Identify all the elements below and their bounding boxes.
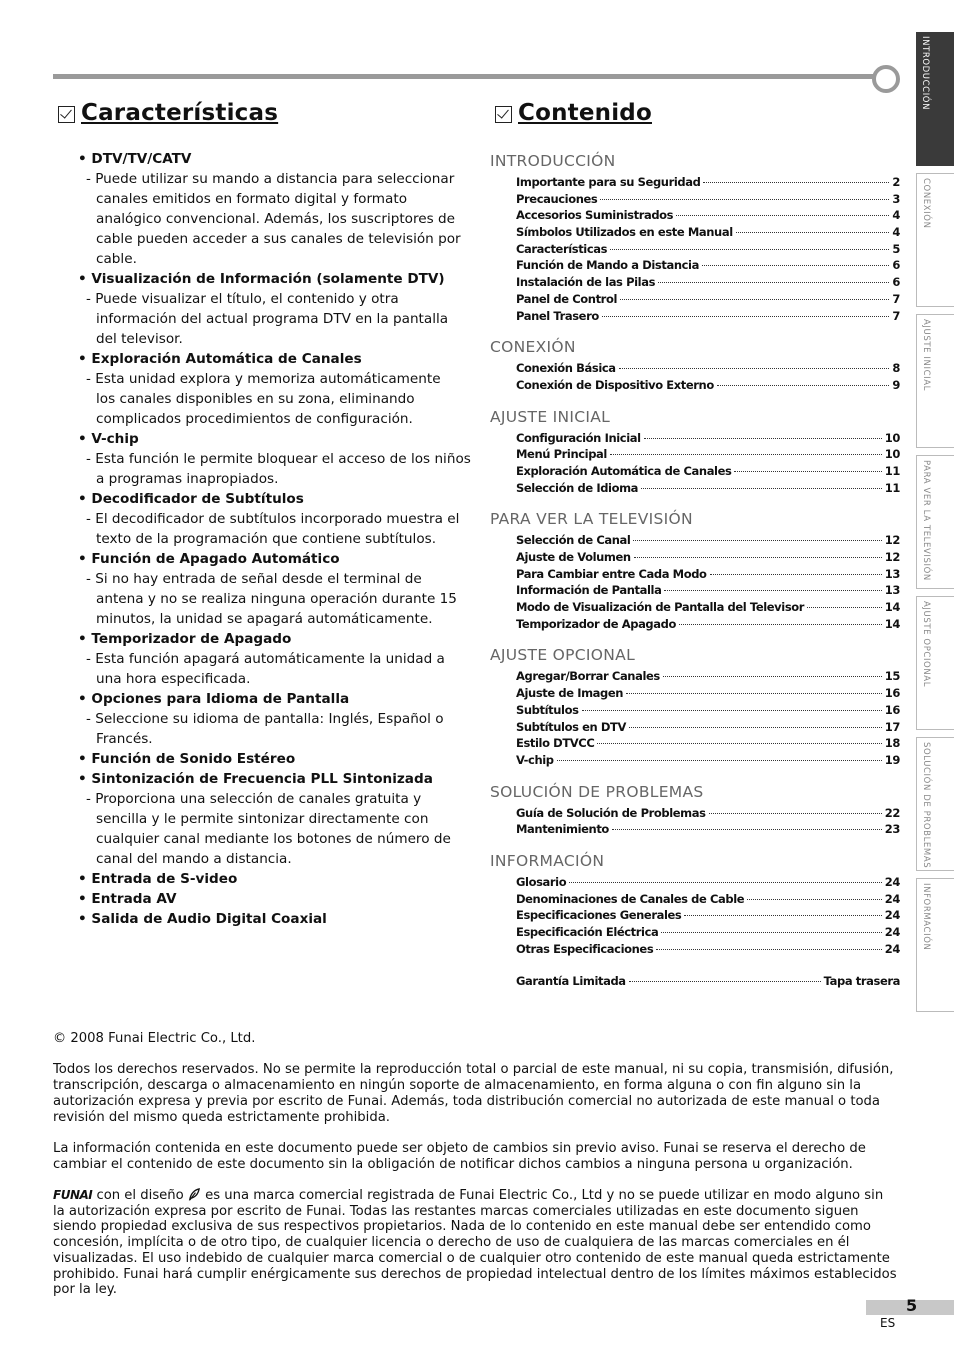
rights-paragraph: Todos los derechos reservados. No se permite la reproducción total o parcial de este manual, ni su copia, transmisión, difusión, transcripción, descarga o almacenamiento en ningún soporte de almacenamiento, en forma alguna o con fin alguno sin la autorización expresa y previa por escrito de Funai. Además, toda distribución comercial no autorizada de este manual o toda revisión del mismo queda estrictamente prohibida. [53,1062,894,1125]
toc-entry[interactable] [490,549,900,566]
toc-entry[interactable] [490,430,900,447]
toc-entry[interactable] [490,308,900,325]
toc-entry-title: Panel de Control [516,291,617,306]
toc-entry-title: Función de Mando a Distancia [516,258,699,273]
toc-leader-dots [610,454,882,455]
contents-heading [495,100,652,126]
toc-entry-title: Especificaciones Generales [516,908,682,923]
toc-leader-dots [612,829,882,830]
toc-leader-dots [734,471,881,472]
side-tab-label: PARA VER LA TELEVISIÓN [921,460,931,581]
toc-entry-page: 23 [884,822,900,837]
toc-entry-title: Especificación Eléctrica [516,925,659,939]
toc-entry-page: 2 [892,175,900,189]
toc-entry-title: Símbolos Utilizados en este Manual [516,225,733,240]
toc-leader-dots [626,693,882,694]
toc-leader-dots [557,760,882,761]
toc-leader-dots [703,182,889,183]
toc-entry-page: 11 [884,463,900,478]
side-tab[interactable] [916,314,954,448]
toc-section-heading: AJUSTE INICIAL [490,407,611,426]
toc-entry[interactable] [490,480,900,497]
toc-section-heading: AJUSTE OPCIONAL [490,646,636,665]
toc-entry-page: 24 [884,925,900,939]
toc-entry-title: Características [516,241,608,256]
side-tab-label: CONEXIÓN [921,178,931,229]
toc-entry-title: Guía de Solución de Problemas [516,805,706,820]
toc-entry-page: 19 [884,752,900,767]
toc-leader-dots [807,607,882,608]
toc-entry-title: Mantenimiento [516,822,609,837]
feature-description: - Puede utilizar su mando a distancia para seleccionar [86,171,455,187]
toc-warranty-entry[interactable] [490,973,900,990]
toc-leader-dots [679,624,882,625]
toc-entry-title: Conexión de Dispositivo Externo [516,377,714,392]
feature-description: - Esta función apagará automáticamente la unidad a [86,651,445,667]
funai-logo: FUNAI [53,1187,93,1202]
toc-entry[interactable] [490,377,900,394]
toc-leader-dots [644,438,882,439]
toc-entry-page: 4 [892,225,900,240]
feature-description: texto de la programación que contiene subtítulos. [96,531,437,547]
feature-description: minutos, la unidad se apagará automáticamente. [96,611,433,627]
toc-section-heading: CONEXIÓN [490,338,576,357]
feature-description: canales emitidos en formato digital y formato [96,191,408,207]
toc-entry[interactable] [490,891,900,908]
feature-heading: • V-chip [78,431,139,447]
side-tab-label: INTRODUCCIÓN [920,36,930,111]
toc-entry-title: Glosario [516,874,567,889]
feature-description: cable. [96,251,137,267]
table-of-contents [490,150,900,990]
toc-leader-dots [620,299,889,300]
toc-entry[interactable] [490,174,900,191]
feature-heading: • Visualización de Información (solamente DTV) [78,271,445,287]
feature-description: - Esta unidad explora y memoriza automáticamente [86,371,441,387]
toc-leader-dots [633,540,881,541]
side-tab[interactable] [916,878,954,1012]
feature-heading: • DTV/TV/CATV [78,151,192,167]
feature-description: complicados procedimientos de configuración. [96,411,413,427]
toc-entry-title: Subtítulos [516,702,579,717]
toc-leader-dots [619,368,890,369]
legal-notice [53,1031,898,1314]
language-code: ES [880,1316,896,1330]
toc-entry-page: 6 [892,258,900,273]
toc-section-heading: INTRODUCCIÓN [490,152,616,170]
toc-entry-page: 5 [892,241,900,256]
toc-entry-page: 8 [892,361,900,376]
feature-description: información del actual programa DTV en la pantalla [96,311,449,327]
toc-entry-page: 11 [884,480,900,495]
side-tab[interactable] [916,737,954,871]
toc-entry[interactable] [490,924,900,941]
toc-entry[interactable] [490,616,900,633]
toc-entry-page: 9 [892,377,900,392]
feature-heading: • Salida de Audio Digital Coaxial [78,911,327,927]
toc-entry[interactable] [490,241,900,258]
checkbox-icon [495,106,512,123]
toc-entry-page: Tapa trasera [823,974,900,989]
feature-heading: • Entrada de S-video [78,871,238,887]
toc-entry-page: 10 [884,430,900,445]
toc-leader-dots [709,813,882,814]
toc-entry-title: Modo de Visualización de Pantalla del Televisor [516,600,805,615]
side-tab-label: AJUSTE INICIAL [921,319,931,391]
toc-leader-dots [569,882,882,883]
toc-entry-page: 7 [892,308,900,323]
toc-entry-title: Panel Trasero [516,308,599,323]
toc-entry-page: 4 [892,208,900,223]
features-heading [58,100,278,126]
feature-description: antena y no se realiza ninguna operación durante 15 [96,591,457,607]
feature-description: - Si no hay entrada de señal desde el terminal de [86,571,422,587]
toc-entry[interactable] [490,941,900,958]
feature-heading: • Función de Sonido Estéreo [78,751,296,767]
toc-entry-title: Garantía Limitada [516,974,626,989]
copyright-text: © 2008 Funai Electric Co., Ltd. [53,1031,256,1046]
toc-leader-dots [661,932,881,933]
toc-entry-title: Ajuste de Imagen [516,686,624,701]
toc-leader-dots [600,199,889,200]
toc-entry-page: 3 [892,191,900,206]
toc-entry-title: Exploración Automática de Canales [516,463,732,478]
feature-heading: • Entrada AV [78,891,177,907]
toc-entry[interactable] [490,291,900,308]
toc-entry[interactable] [490,582,900,599]
feature-description: una hora especificada. [96,671,251,687]
feature-heading: • Sintonización de Frecuencia PLL Sintonizada [78,771,433,787]
toc-entry-title: Instalación de las Pilas [516,275,656,290]
toc-entry-title: Subtítulos en DTV [516,719,626,734]
toc-entry-page: 14 [884,600,900,615]
side-tab[interactable] [916,596,954,730]
toc-entry[interactable] [490,752,900,769]
toc-entry[interactable] [490,463,900,480]
checkbox-icon [58,106,75,123]
feature-description: del televisor. [96,331,183,347]
toc-entry[interactable] [490,274,900,291]
toc-section-heading: PARA VER LA TELEVISIÓN [490,510,693,529]
feature-description: - Puede visualizar el título, el contenido y otra [86,291,399,307]
toc-entry-page: 7 [892,291,900,306]
toc-leader-dots [582,710,882,711]
feature-description: sencilla y le permite sintonizar directamente con [96,811,429,827]
toc-entry-title: Para Cambiar entre Cada Modo [516,566,707,581]
toc-entry-page: 18 [884,736,900,751]
toc-entry[interactable] [490,874,900,891]
toc-entry-title: Configuración Inicial [516,430,641,445]
toc-entry-page: 24 [884,874,900,889]
toc-entry[interactable] [490,668,900,685]
toc-entry[interactable] [490,702,900,719]
toc-leader-dots [747,899,882,900]
toc-leader-dots [710,574,882,575]
toc-entry[interactable] [490,360,900,377]
toc-entry-title: Importante para su Seguridad [516,175,701,189]
feature-description: - Seleccione su idioma de pantalla: Inglés, Español o [86,711,444,727]
feature-description: - Proporciona una selección de canales gratuita y [86,791,422,807]
toc-entry-page: 13 [884,566,900,581]
toc-entry[interactable] [490,599,900,616]
toc-entry-page: 16 [884,702,900,717]
toc-entry-title: Denominaciones de Canales de Cable [516,891,745,906]
toc-entry-title: Estilo DTVCC [516,736,595,751]
trademark-paragraph [53,1188,898,1298]
side-tab[interactable] [916,455,954,589]
feature-heading: • Exploración Automática de Canales [78,351,362,367]
toc-leader-dots [634,557,882,558]
toc-entry[interactable] [490,207,900,224]
toc-entry[interactable] [490,821,900,838]
toc-leader-dots [658,282,889,283]
toc-leader-dots [664,590,881,591]
toc-leader-dots [629,981,821,982]
toc-entry[interactable] [490,532,900,549]
toc-entry-page: 24 [884,908,900,923]
toc-entry-title: Temporizador de Apagado [516,616,676,631]
toc-entry[interactable] [490,446,900,463]
toc-entry-page: 17 [884,719,900,734]
feature-heading: • Temporizador de Apagado [78,631,292,647]
toc-entry-page: 15 [884,669,900,684]
feature-heading: • Función de Apagado Automático [78,551,340,567]
header-rule-circle [872,65,900,93]
toc-entry-title: Selección de Canal [516,533,631,548]
toc-leader-dots [597,743,881,744]
toc-leader-dots [684,915,881,916]
toc-leader-dots [676,215,889,216]
toc-entry-title: Otras Especificaciones [516,941,654,956]
features-title: Características [81,100,279,126]
toc-entry-page: 24 [884,891,900,906]
toc-entry-page: 6 [892,275,900,290]
toc-leader-dots [629,727,882,728]
header-rule [53,74,883,79]
changes-paragraph: La información contenida en este documento puede ser objeto de cambios sin previo aviso. Funai se reserva el derecho de cambiar el contenido de este documento sin la obligación de notificar dichos cambios a ninguna persona u organización. [53,1140,866,1172]
feature-description: analógico convencional. Además, los suscriptores de [96,211,456,227]
toc-leader-dots [641,488,882,489]
side-tab-label: INFORMACIÓN [921,883,931,951]
side-tab[interactable] [916,173,954,307]
toc-entry[interactable] [490,224,900,241]
toc-section-heading: INFORMACIÓN [490,851,605,870]
toc-entry-title: Conexión Básica [516,361,616,376]
toc-entry[interactable] [490,805,900,822]
toc-entry-page: 10 [884,447,900,462]
side-tab[interactable] [916,32,954,166]
toc-entry-page: 12 [884,533,900,548]
toc-entry-title: Ajuste de Volumen [516,550,631,564]
feature-heading: • Decodificador de Subtítulos [78,491,304,507]
feature-description: - El decodificador de subtítulos incorporado muestra el [86,511,460,527]
side-tab-label: SOLUCIÓN DE PROBLEMAS [921,742,931,869]
toc-entry-page: 24 [884,941,900,956]
toc-entry-page: 13 [884,583,900,598]
features-list [78,149,470,929]
toc-entry[interactable] [490,735,900,752]
feature-description: los canales disponibles en su zona, eliminando [96,391,415,407]
feature-heading: • Opciones para Idioma de Pantalla [78,691,350,707]
toc-leader-dots [717,385,890,386]
toc-entry[interactable] [490,191,900,208]
toc-entry[interactable] [490,685,900,702]
toc-entry[interactable] [490,719,900,736]
funai-leaf-icon [188,1188,201,1201]
toc-entry-title: Agregar/Borrar Canales [516,669,660,684]
toc-leader-dots [702,265,889,266]
toc-entry[interactable] [490,566,900,583]
feature-description: Francés. [96,731,153,747]
toc-leader-dots [610,249,889,250]
trademark-text-a: con el diseño [92,1187,188,1203]
toc-entry-title: V-chip [516,752,554,767]
toc-entry-title: Precauciones [516,191,598,206]
feature-description: cable pueden acceder a sus canales de televisión por [96,231,461,247]
toc-entry-title: Selección de Idioma [516,480,639,495]
feature-description: cualquier canal mediante los botones de número de [96,831,451,847]
side-tab-label: AJUSTE OPCIONAL [921,601,931,688]
toc-entry-page: 14 [884,616,900,631]
toc-leader-dots [656,949,882,950]
toc-entry[interactable] [490,907,900,924]
trademark-text-b: es una marca comercial registrada de Funai Electric Co., Ltd y no se puede utilizar en modo alguno sin la autorización expresa por escrito de Funai. Todas las restantes marcas comerciales utilizadas en este documento siguen siendo propiedad exclusiva de sus respectivos propietarios. Nada de lo contenido en este manual debe ser entendido como concesión, implícita o de otro tipo, de cualquier licencia o derecho de uso de cualquiera de las marcas comerciales en él visualizadas. El uso indebido de cualquier marca comercial o de cualquier otro contenido de este manual queda estrictamente prohibido. Funai hará cumplir enérgicamente sus derechos de propiedad intelectual dentro de los límites máximos establecidos por la ley. [53,1187,897,1298]
toc-entry-title: Información de Pantalla [516,583,662,598]
toc-entry-page: 22 [884,805,900,820]
toc-entry[interactable] [490,257,900,274]
feature-description: - Esta función le permite bloquear el acceso de los niños [86,451,471,467]
toc-entry-page: 16 [884,686,900,701]
page-number: 5 [906,1296,918,1315]
toc-section-heading: SOLUCIÓN DE PROBLEMAS [490,782,704,801]
feature-description: a programas inapropiados. [96,471,279,487]
toc-leader-dots [736,232,890,233]
toc-entry-title: Accesorios Suministrados [516,208,674,223]
toc-leader-dots [663,676,882,677]
feature-description: canal del mando a distancia. [96,851,292,867]
toc-entry-page: 12 [884,550,900,564]
toc-entry-title: Menú Principal [516,447,607,462]
contents-title: Contenido [518,100,652,126]
toc-leader-dots [602,316,890,317]
